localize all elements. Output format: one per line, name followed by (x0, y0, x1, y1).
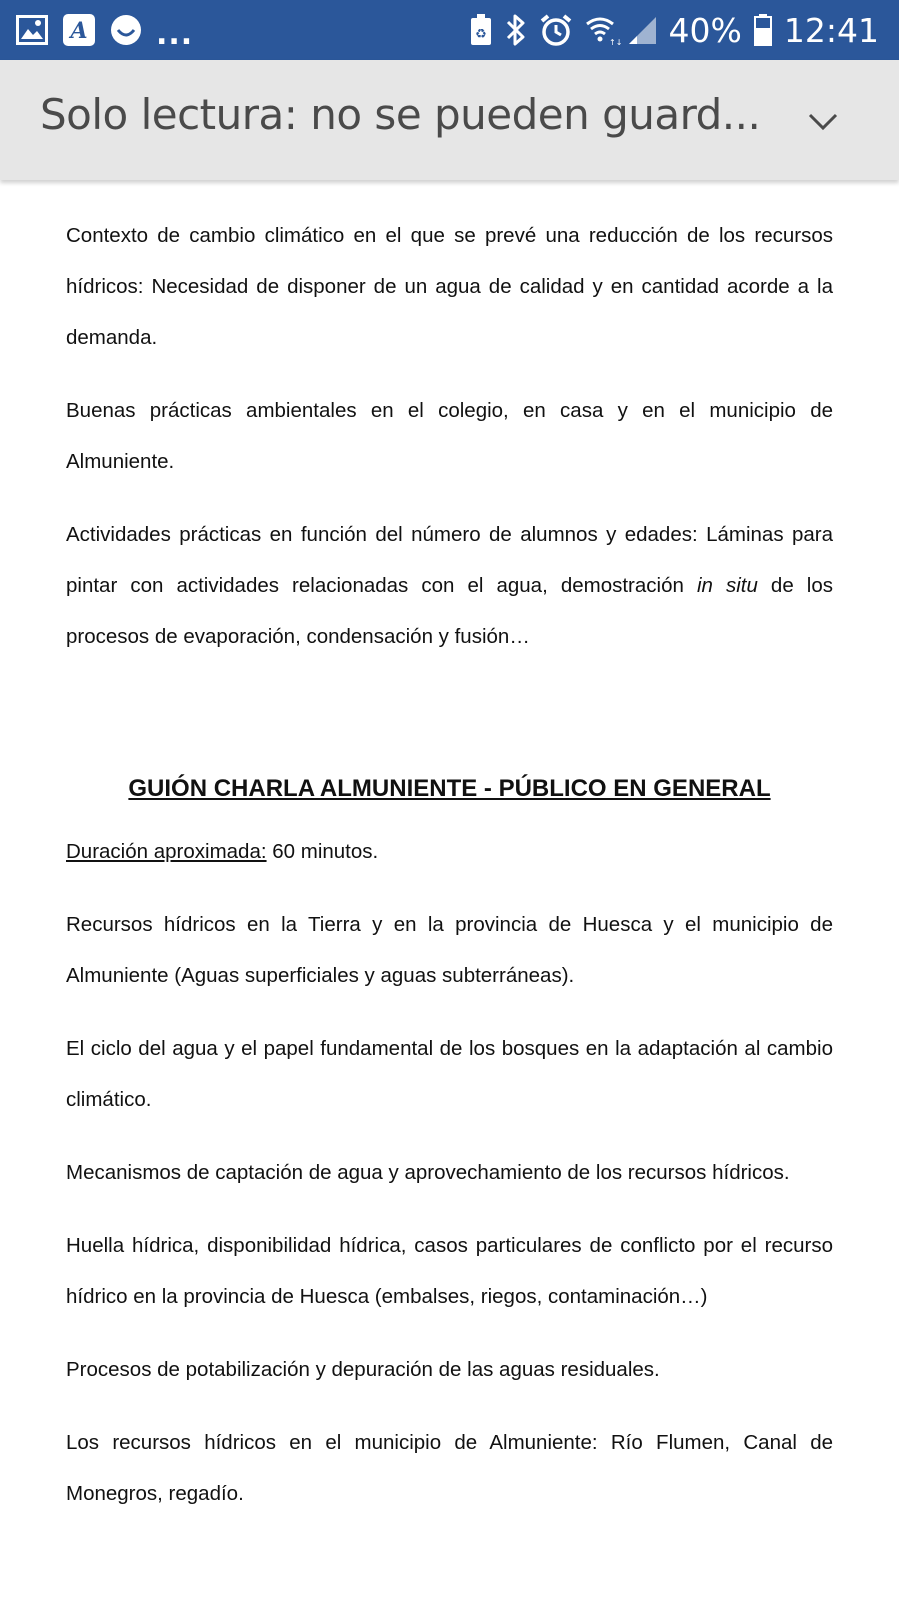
read-only-message: Solo lectura: no se pueden guard... (40, 90, 761, 139)
duration-label: Duración aproximada: (66, 840, 267, 863)
gallery-icon (16, 15, 48, 45)
activities-text-start: Actividades prácticas en función del número de alumnos y edades: Láminas para pintar con actividades relacionadas con el agua, demostración (66, 523, 833, 597)
paragraph-activities (66, 509, 833, 662)
clock: 12:41 (783, 10, 879, 50)
paragraph-capture: Mecanismos de captación de agua y aprovechamiento de los recursos hídricos. (66, 1161, 790, 1184)
paragraph-water-footprint: Huella hídrica, disponibilidad hídrica, casos particulares de conflicto por el recurso hídrico en la provincia de Huesca (embalses, riegos, contaminación…) (66, 1234, 833, 1308)
alarm-icon (539, 13, 573, 47)
battery-percentage: 40% (668, 10, 742, 50)
bluetooth-icon (505, 13, 527, 47)
status-bar-right (469, 10, 879, 50)
activities-italic: in situ (696, 574, 758, 597)
paragraph-municipal-resources: Los recursos hídricos en el municipio de Almuniente: Río Flumen, Canal de Monegros, regadío. (66, 1431, 833, 1505)
font-app-icon (62, 13, 96, 47)
svg-text:↑↓: ↑↓ (608, 38, 622, 47)
more-notifications: ... (156, 16, 194, 52)
duration-value: 60 minutos. (266, 840, 379, 863)
svg-text:♻: ♻ (474, 27, 487, 42)
paragraph-water-cycle: El ciclo del agua y el papel fundamental de los bosques en la adaptación al cambio climático. (66, 1037, 833, 1111)
document-body (66, 210, 833, 1519)
section-heading: GUIÓN CHARLA ALMUNIENTE - PÚBLICO EN GENERAL (128, 775, 771, 802)
status-bar (0, 0, 899, 60)
battery-icon (754, 14, 772, 46)
signal-icon (627, 15, 657, 45)
paragraph-context: Contexto de cambio climático en el que se prevé una reducción de los recursos hídricos: Necesidad de disponer de un agua de calidad y en cantidad acorde a la demanda. (66, 224, 833, 349)
smiley-icon (110, 14, 142, 46)
svg-text:A: A (70, 18, 88, 44)
paragraph-good-practices: Buenas prácticas ambientales en el colegio, en casa y en el municipio de Almuniente. (66, 399, 833, 473)
paragraph-duration (66, 826, 833, 877)
battery-saver-icon (469, 14, 493, 46)
wifi-icon (585, 14, 622, 47)
paragraph-treatment: Procesos de potabilización y depuración de las aguas residuales. (66, 1358, 660, 1381)
activities-text-end: de los procesos de evaporación, condensación y fusión… (66, 574, 833, 648)
paragraph-water-resources: Recursos hídricos en la Tierra y en la provincia de Huesca y el municipio de Almuniente (Aguas superficiales y aguas subterráneas). (66, 913, 833, 987)
status-bar-left (16, 12, 194, 52)
chevron-down-icon[interactable] (803, 102, 843, 142)
read-only-banner[interactable] (0, 60, 899, 180)
